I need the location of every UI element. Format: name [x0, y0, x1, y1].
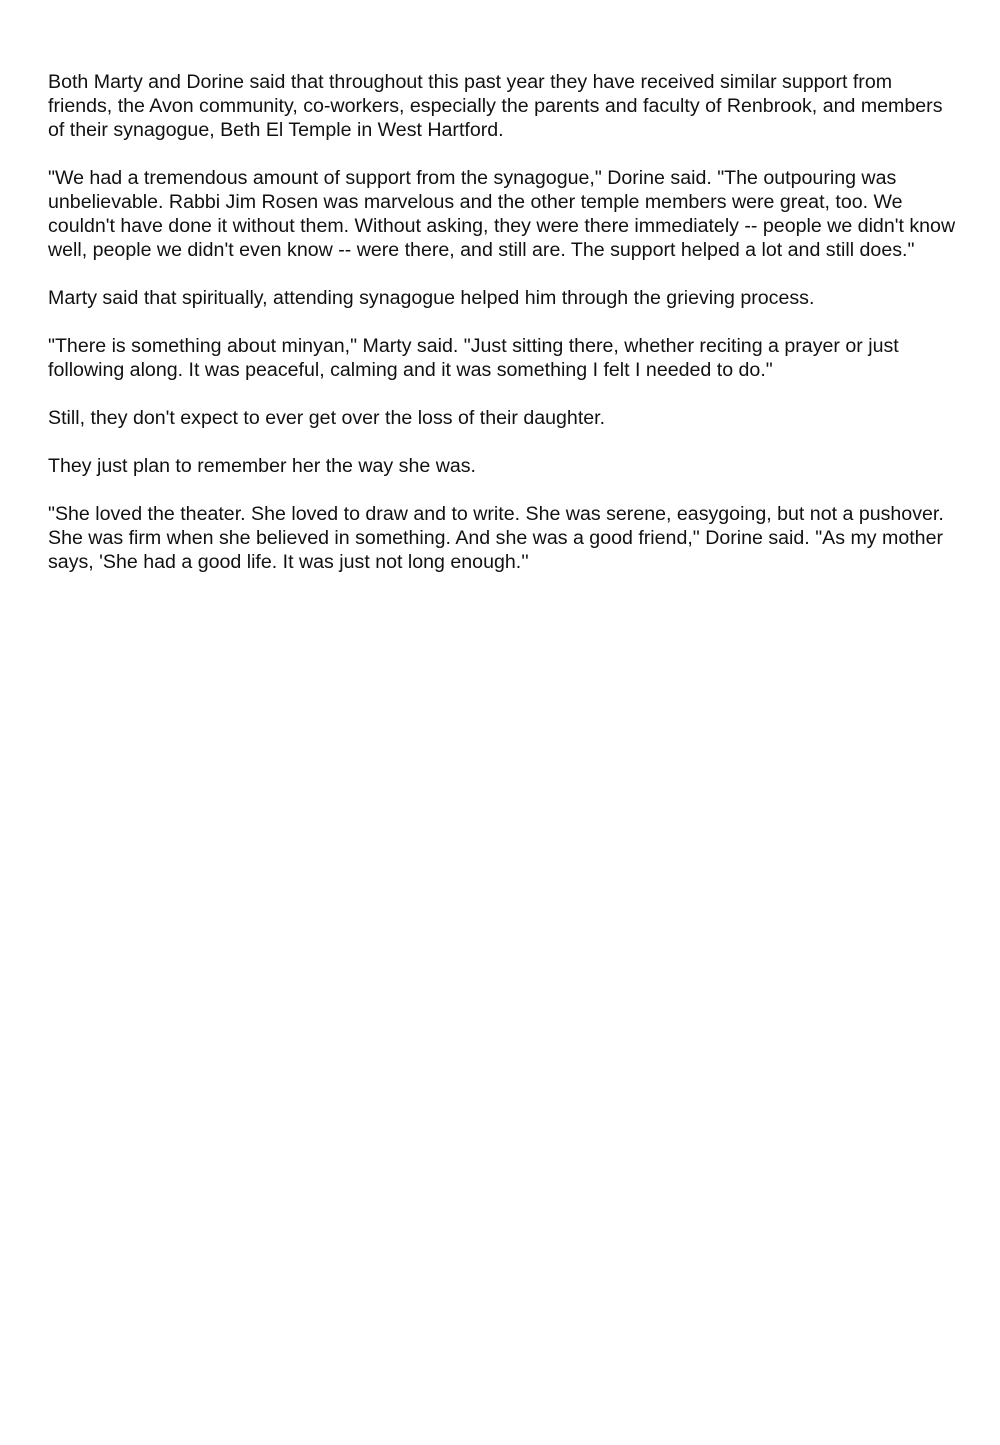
- document-page: [48, 70, 958, 598]
- paragraph-spiritually: Marty said that spiritually, attending synagogue helped him through the grieving process.: [48, 287, 815, 309]
- paragraph-support: Both Marty and Dorine said that throughout this past year they have received similar support from friends, the Avon community, co-workers, especially the parents and faculty of Renbrook, and members of their synagogue, Beth El Temple in West Hartford.: [48, 71, 943, 141]
- paragraph-loss: Still, they don't expect to ever get over the loss of their daughter.: [48, 407, 606, 429]
- paragraph-theater-quote: "She loved the theater. She loved to draw and to write. She was serene, easygoing, but not a pushover. She was firm when she believed in something. And she was a good friend," Dorine said. "As my mother says, 'She had a good life. It was just not long enough.'': [48, 503, 944, 573]
- paragraph-synagogue-quote: "We had a tremendous amount of support from the synagogue," Dorine said. "The outpouring was unbelievable. Rabbi Jim Rosen was marvelous and the other temple members were great, too. We couldn't have done it without them. Without asking, they were there immediately -- people we didn't know well, people we didn't even know -- were there, and still are. The support helped a lot and still does.": [48, 167, 956, 261]
- paragraph-minyan-quote: "There is something about minyan," Marty said. "Just sitting there, whether reciting a prayer or just following along. It was peaceful, calming and it was something I felt I needed to do.": [48, 335, 899, 381]
- paragraph-remember: They just plan to remember her the way she was.: [48, 455, 476, 477]
